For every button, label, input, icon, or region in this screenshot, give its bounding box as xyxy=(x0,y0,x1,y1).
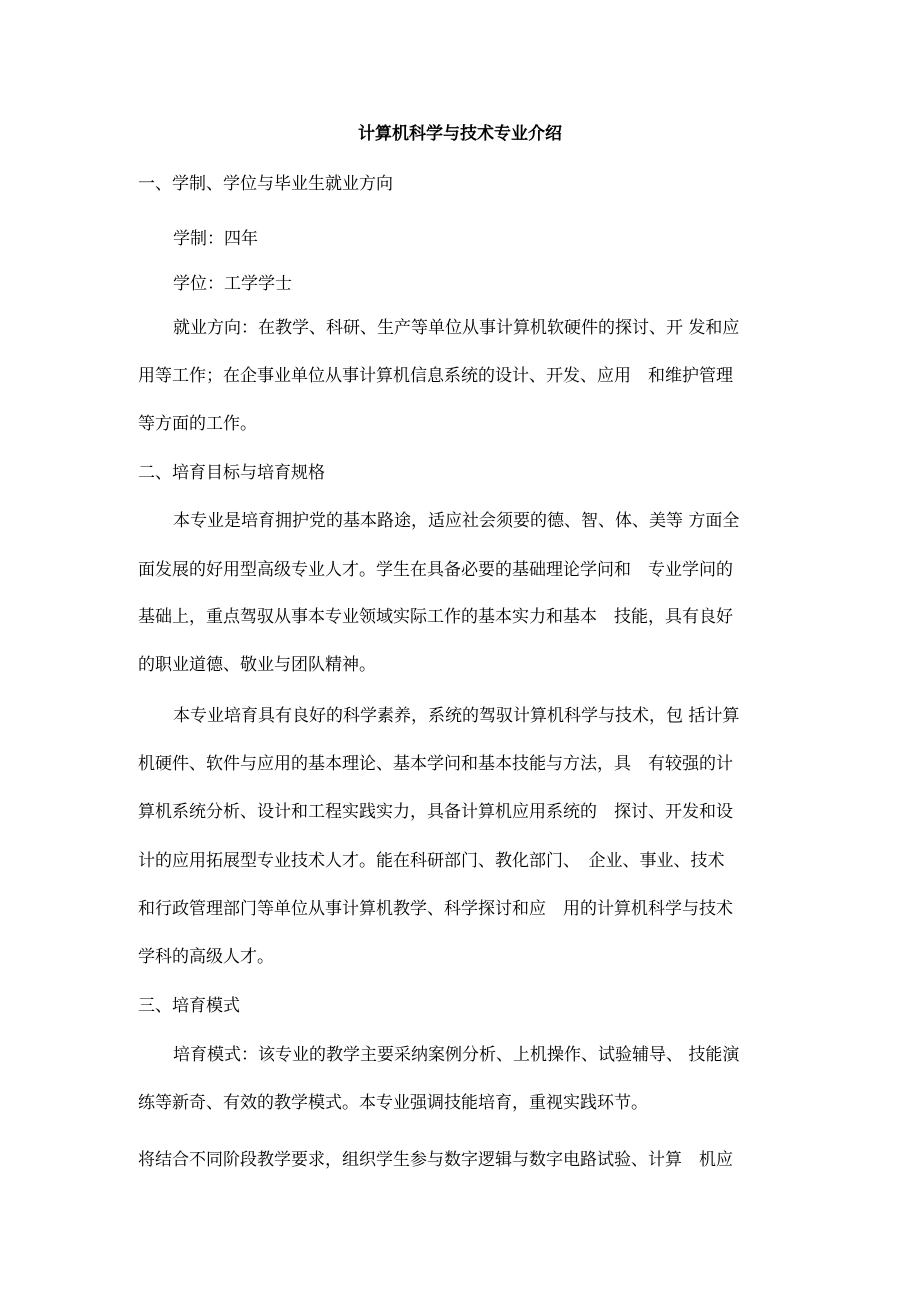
document-title: 计算机科学与技术专业介绍 xyxy=(358,124,562,144)
paragraph-line: 将结合不同阶段教学要求，组织学生参与数字逻辑与数字电路试验、计算 机应 xyxy=(138,1150,733,1170)
paragraph-line: 面发展的好用型高级专业人才。学生在具备必要的基础理论学问和 专业学问的 xyxy=(138,560,733,580)
paragraph-line: 本专业是培育拥护党的基本路途，适应社会须要的德、智、体、美等 方面全 xyxy=(173,511,740,531)
paragraph-line: 用等工作；在企事业单位从事计算机信息系统的设计、开发、应用 和维护管理 xyxy=(138,366,733,386)
paragraph-line: 练等新奇、有效的教学模式。本专业强调技能培育，重视实践环节。 xyxy=(138,1093,648,1113)
paragraph-line: 和行政管理部门等单位从事计算机教学、科学探讨和应 用的计算机科学与技术 xyxy=(138,899,733,919)
paragraph-line: 学制：四年 xyxy=(173,229,258,249)
section-heading-2: 二、培育目标与培育规格 xyxy=(138,463,325,483)
paragraph-line: 的职业道德、敬业与团队精神。 xyxy=(138,655,376,675)
paragraph-line: 学位：工学学士 xyxy=(173,274,292,294)
paragraph-line: 算机系统分析、设计和工程实践实力，具备计算机应用系统的 探讨、开发和设 xyxy=(138,802,733,822)
section-heading-1: 一、学制、学位与毕业生就业方向 xyxy=(138,174,393,194)
paragraph-line: 基础上，重点驾驭从事本专业领域实际工作的基本实力和基本 技能，具有良好 xyxy=(138,607,733,627)
paragraph-line: 学科的高级人才。 xyxy=(138,947,274,967)
section-heading-3: 三、培育模式 xyxy=(138,996,240,1016)
paragraph-line: 等方面的工作。 xyxy=(138,414,257,434)
paragraph-line: 机硬件、软件与应用的基本理论、基本学问和基本技能与方法，具 有较强的计 xyxy=(138,754,733,774)
paragraph-line: 培育模式：该专业的教学主要采纳案例分析、上机操作、试验辅导、 技能演 xyxy=(173,1045,740,1065)
paragraph-line: 就业方向：在教学、科研、生产等单位从事计算机软硬件的探讨、开 发和应 xyxy=(173,318,740,338)
paragraph-line: 计的应用拓展型专业技术人才。能在科研部门、教化部门、 企业、事业、技术 xyxy=(138,851,725,871)
paragraph-line: 本专业培育具有良好的科学素养，系统的驾驭计算机科学与技术，包 括计算 xyxy=(173,706,740,726)
